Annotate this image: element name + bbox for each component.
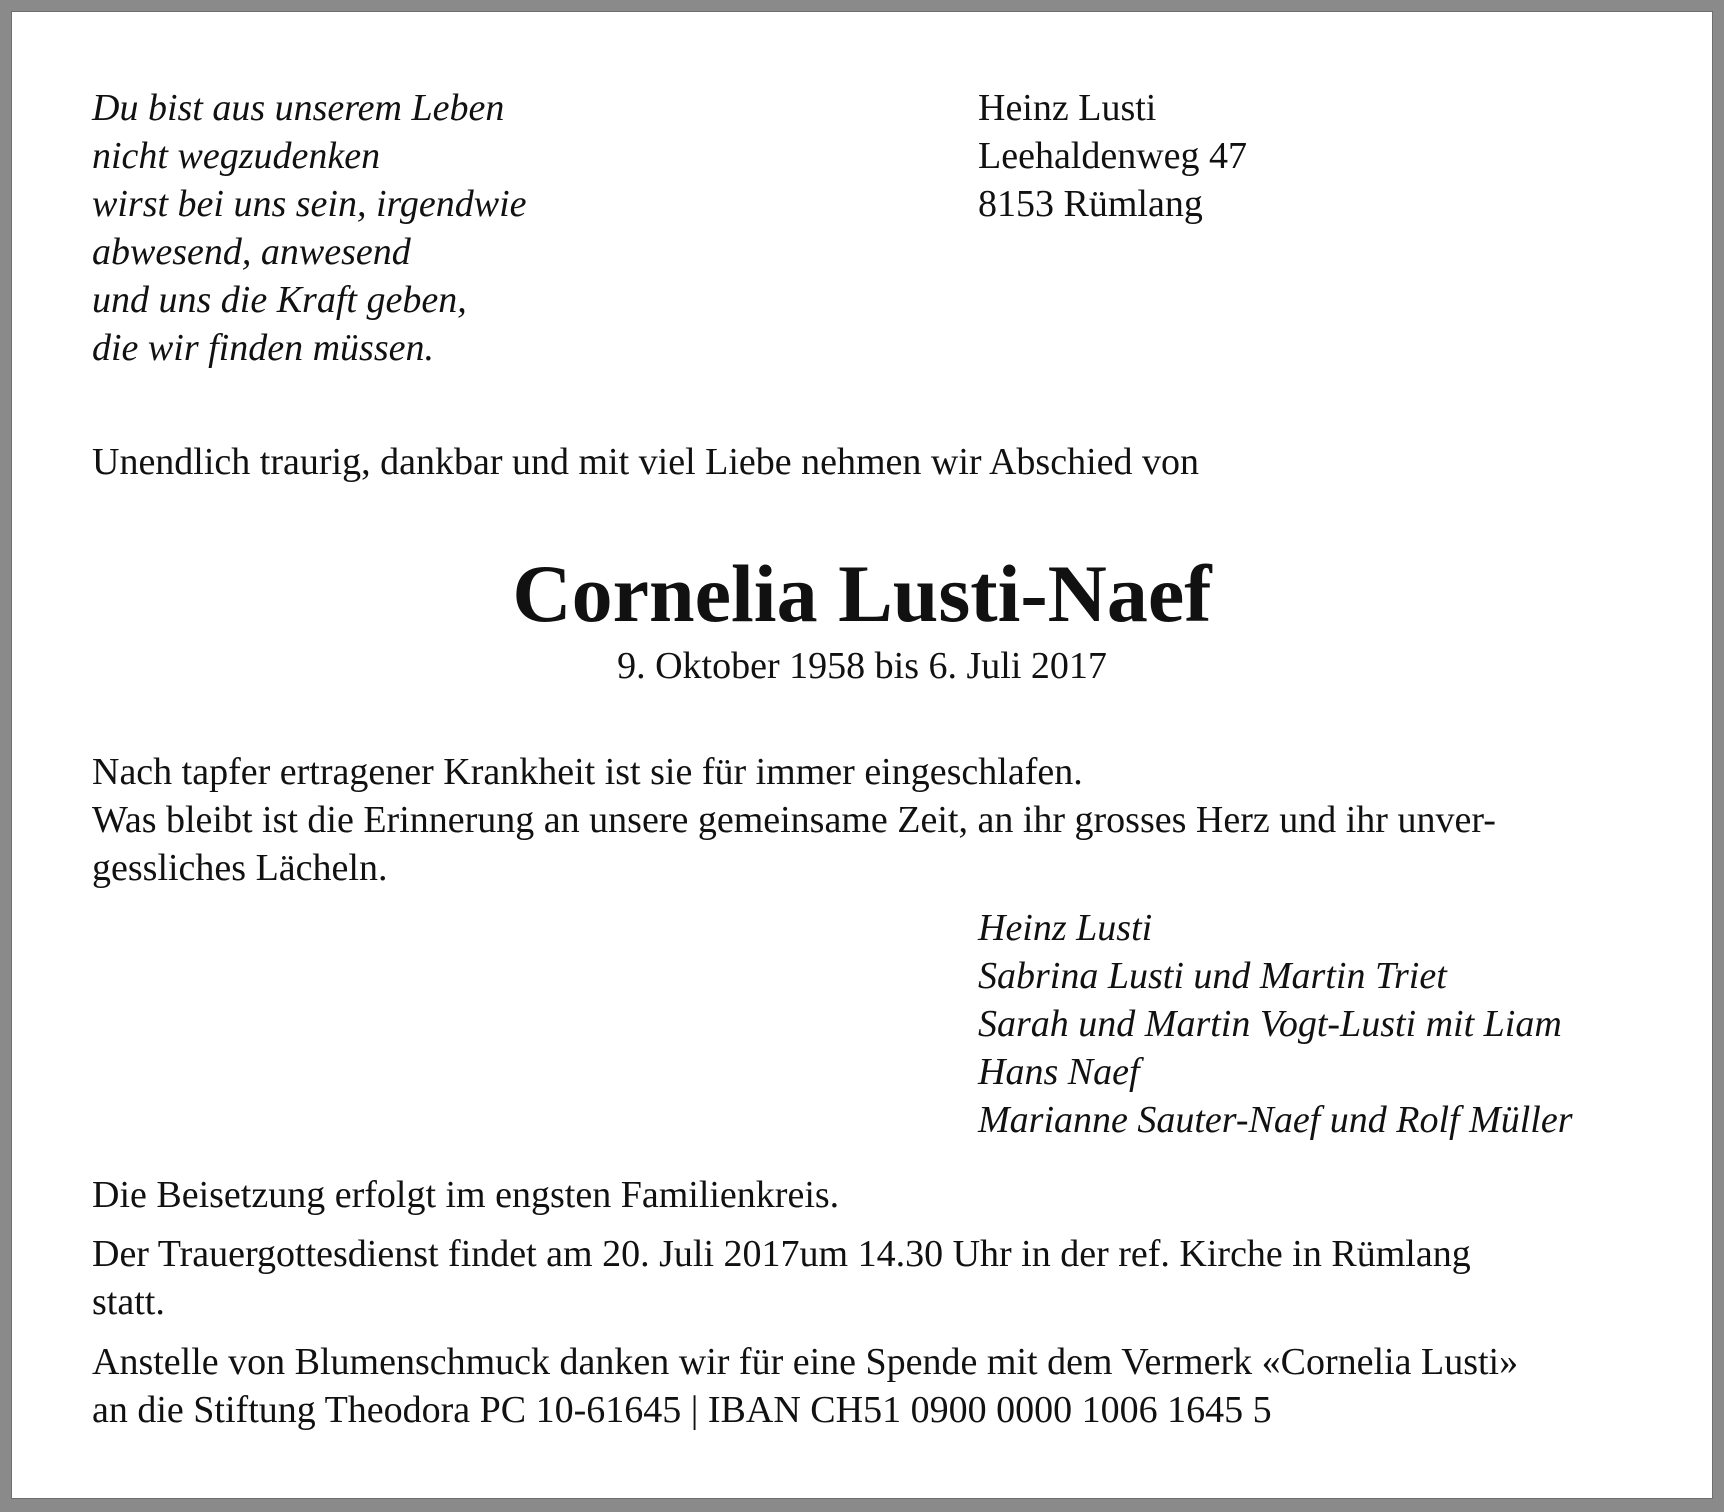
- deceased-name: Cornelia Lusti-Naef: [512, 548, 1212, 639]
- intro-text: Unendlich traurig, dankbar und mit viel Liebe nehmen wir Abschied von: [92, 441, 1199, 483]
- poem-line: abwesend, anwesend: [92, 231, 411, 273]
- poem-line: nicht wegzudenken: [92, 135, 381, 177]
- poem-line: und uns die Kraft geben,: [92, 279, 467, 321]
- address-street: Leehaldenweg 47: [978, 135, 1248, 177]
- tribute-line: Was bleibt ist die Erinnerung an unsere gemeinsame Zeit, an ihr grosses Herz und ihr unver-: [92, 799, 1496, 841]
- address-name: Heinz Lusti: [978, 87, 1157, 129]
- donation-line: an die Stiftung Theodora PC 10-61645 | IBAN CH51 0900 0000 1006 1645 5: [92, 1389, 1272, 1431]
- life-dates: 9. Oktober 1958 bis 6. Juli 2017: [617, 645, 1107, 687]
- address-city: 8153 Rümlang: [978, 183, 1203, 225]
- donation-line: Anstelle von Blumenschmuck danken wir für eine Spende mit dem Vermerk «Cornelia Lusti»: [92, 1341, 1519, 1383]
- burial-notice: [92, 1171, 1632, 1219]
- tribute-line: Nach tapfer ertragener Krankheit ist sie für immer eingeschlafen.: [92, 751, 1083, 793]
- poem-line: die wir finden müssen.: [92, 327, 434, 369]
- poem-line: Du bist aus unserem Leben: [92, 87, 505, 129]
- service-notice: [92, 1230, 1632, 1326]
- obituary-page: [12, 12, 1712, 1498]
- signature-line: Sarah und Martin Vogt-Lusti mit Liam: [978, 1003, 1562, 1045]
- tribute-text: [92, 748, 1632, 892]
- service-line: Der Trauergottesdienst findet am 20. Juli 2017um 14.30 Uhr in der ref. Kirche in Rümlang: [92, 1233, 1471, 1275]
- poem-line: wirst bei uns sein, irgendwie: [92, 183, 527, 225]
- signature-line: Hans Naef: [978, 1051, 1140, 1093]
- signature-line: Heinz Lusti: [978, 907, 1153, 949]
- poem: [92, 84, 892, 372]
- signature-line: Sabrina Lusti und Martin Triet: [978, 955, 1447, 997]
- signature-line: Marianne Sauter-Naef und Rolf Müller: [978, 1099, 1573, 1141]
- donation-notice: [92, 1338, 1632, 1434]
- burial-line: Die Beisetzung erfolgt im engsten Familienkreis.: [92, 1174, 840, 1216]
- tribute-line: gessliches Lächeln.: [92, 847, 388, 889]
- service-line: statt.: [92, 1281, 165, 1323]
- signatures: [978, 904, 1678, 1144]
- address-block: [978, 84, 1578, 228]
